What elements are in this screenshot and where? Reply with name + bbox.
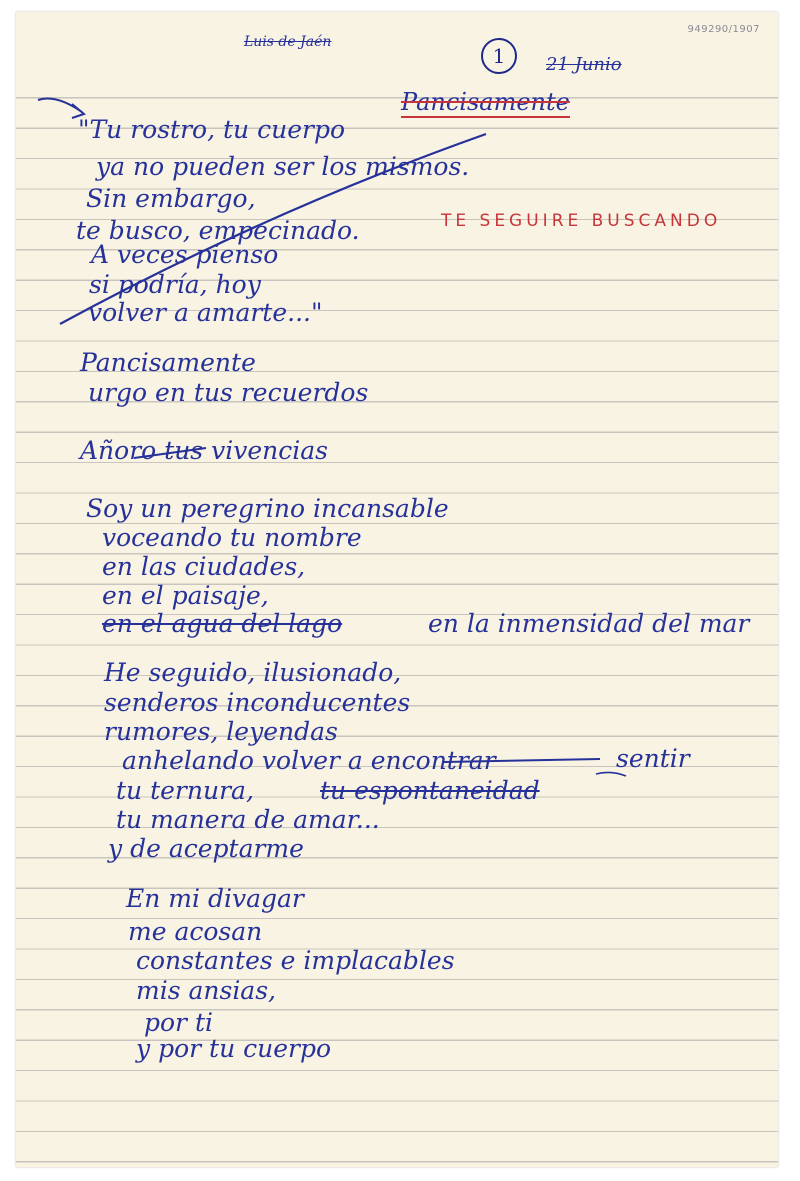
poem-line: por ti xyxy=(144,1008,213,1037)
poem-line: en el paisaje, xyxy=(102,581,269,610)
poem-line: te busco, empecinado. xyxy=(76,216,360,245)
poem-line: tu manera de amar... xyxy=(116,805,380,834)
poem-line: y de aceptarme xyxy=(108,834,304,863)
poem-line: Soy un peregrino incansable xyxy=(86,494,449,523)
poem-line: si podría, hoy xyxy=(89,270,261,299)
poem-line: urgo en tus recuerdos xyxy=(88,378,369,407)
poem-line: volver a amarte..." xyxy=(88,298,323,327)
poem-line: He seguido, ilusionado, xyxy=(104,658,402,687)
struck-heading: Pancisamente xyxy=(401,88,570,116)
poem-line: En mi divagar xyxy=(126,884,304,913)
poem-line: constantes e implacables xyxy=(136,946,455,975)
poem-line-partly-struck: anhelando volver a encontrar xyxy=(122,746,496,775)
poem-line: senderos inconducentes xyxy=(104,688,411,717)
poem-line: Sin embargo, xyxy=(86,184,256,213)
poem-line: tu ternura, xyxy=(116,776,254,805)
struck-author-note: Luis de Jaén xyxy=(244,34,332,50)
poem-line-struck: tu espontaneidad xyxy=(320,776,540,805)
manuscript-page xyxy=(16,12,778,1167)
poem-line: mis ansias, xyxy=(136,976,276,1005)
poem-line: rumores, leyendas xyxy=(104,717,338,746)
struck-date: 21 Junio xyxy=(546,54,622,75)
poem-line: en las ciudades, xyxy=(102,552,306,581)
poem-line: y por tu cuerpo xyxy=(136,1034,332,1063)
archive-call-number: 949290/1907 xyxy=(687,24,760,35)
page-number-circle xyxy=(481,38,517,74)
poem-line-struck: en el agua del lago xyxy=(102,609,343,638)
poem-line: en la inmensidad del mar xyxy=(428,609,750,638)
poem-line: "Tu rostro, tu cuerpo xyxy=(78,115,345,144)
poem-line: Pancisamente xyxy=(80,348,256,377)
page-top-margin xyxy=(16,12,778,68)
poem-line: Añoro tus vivencias xyxy=(80,436,328,465)
poem-line: A veces pienso xyxy=(91,240,279,269)
red-annotation: TE SEGUIRE BUSCANDO xyxy=(441,211,722,231)
poem-line: ya no pueden ser los mismos. xyxy=(96,152,470,181)
page-number: 1 xyxy=(492,44,506,68)
poem-line-insertion: sentir xyxy=(616,744,690,773)
poem-line: me acosan xyxy=(128,917,263,946)
poem-line: voceando tu nombre xyxy=(102,523,362,552)
